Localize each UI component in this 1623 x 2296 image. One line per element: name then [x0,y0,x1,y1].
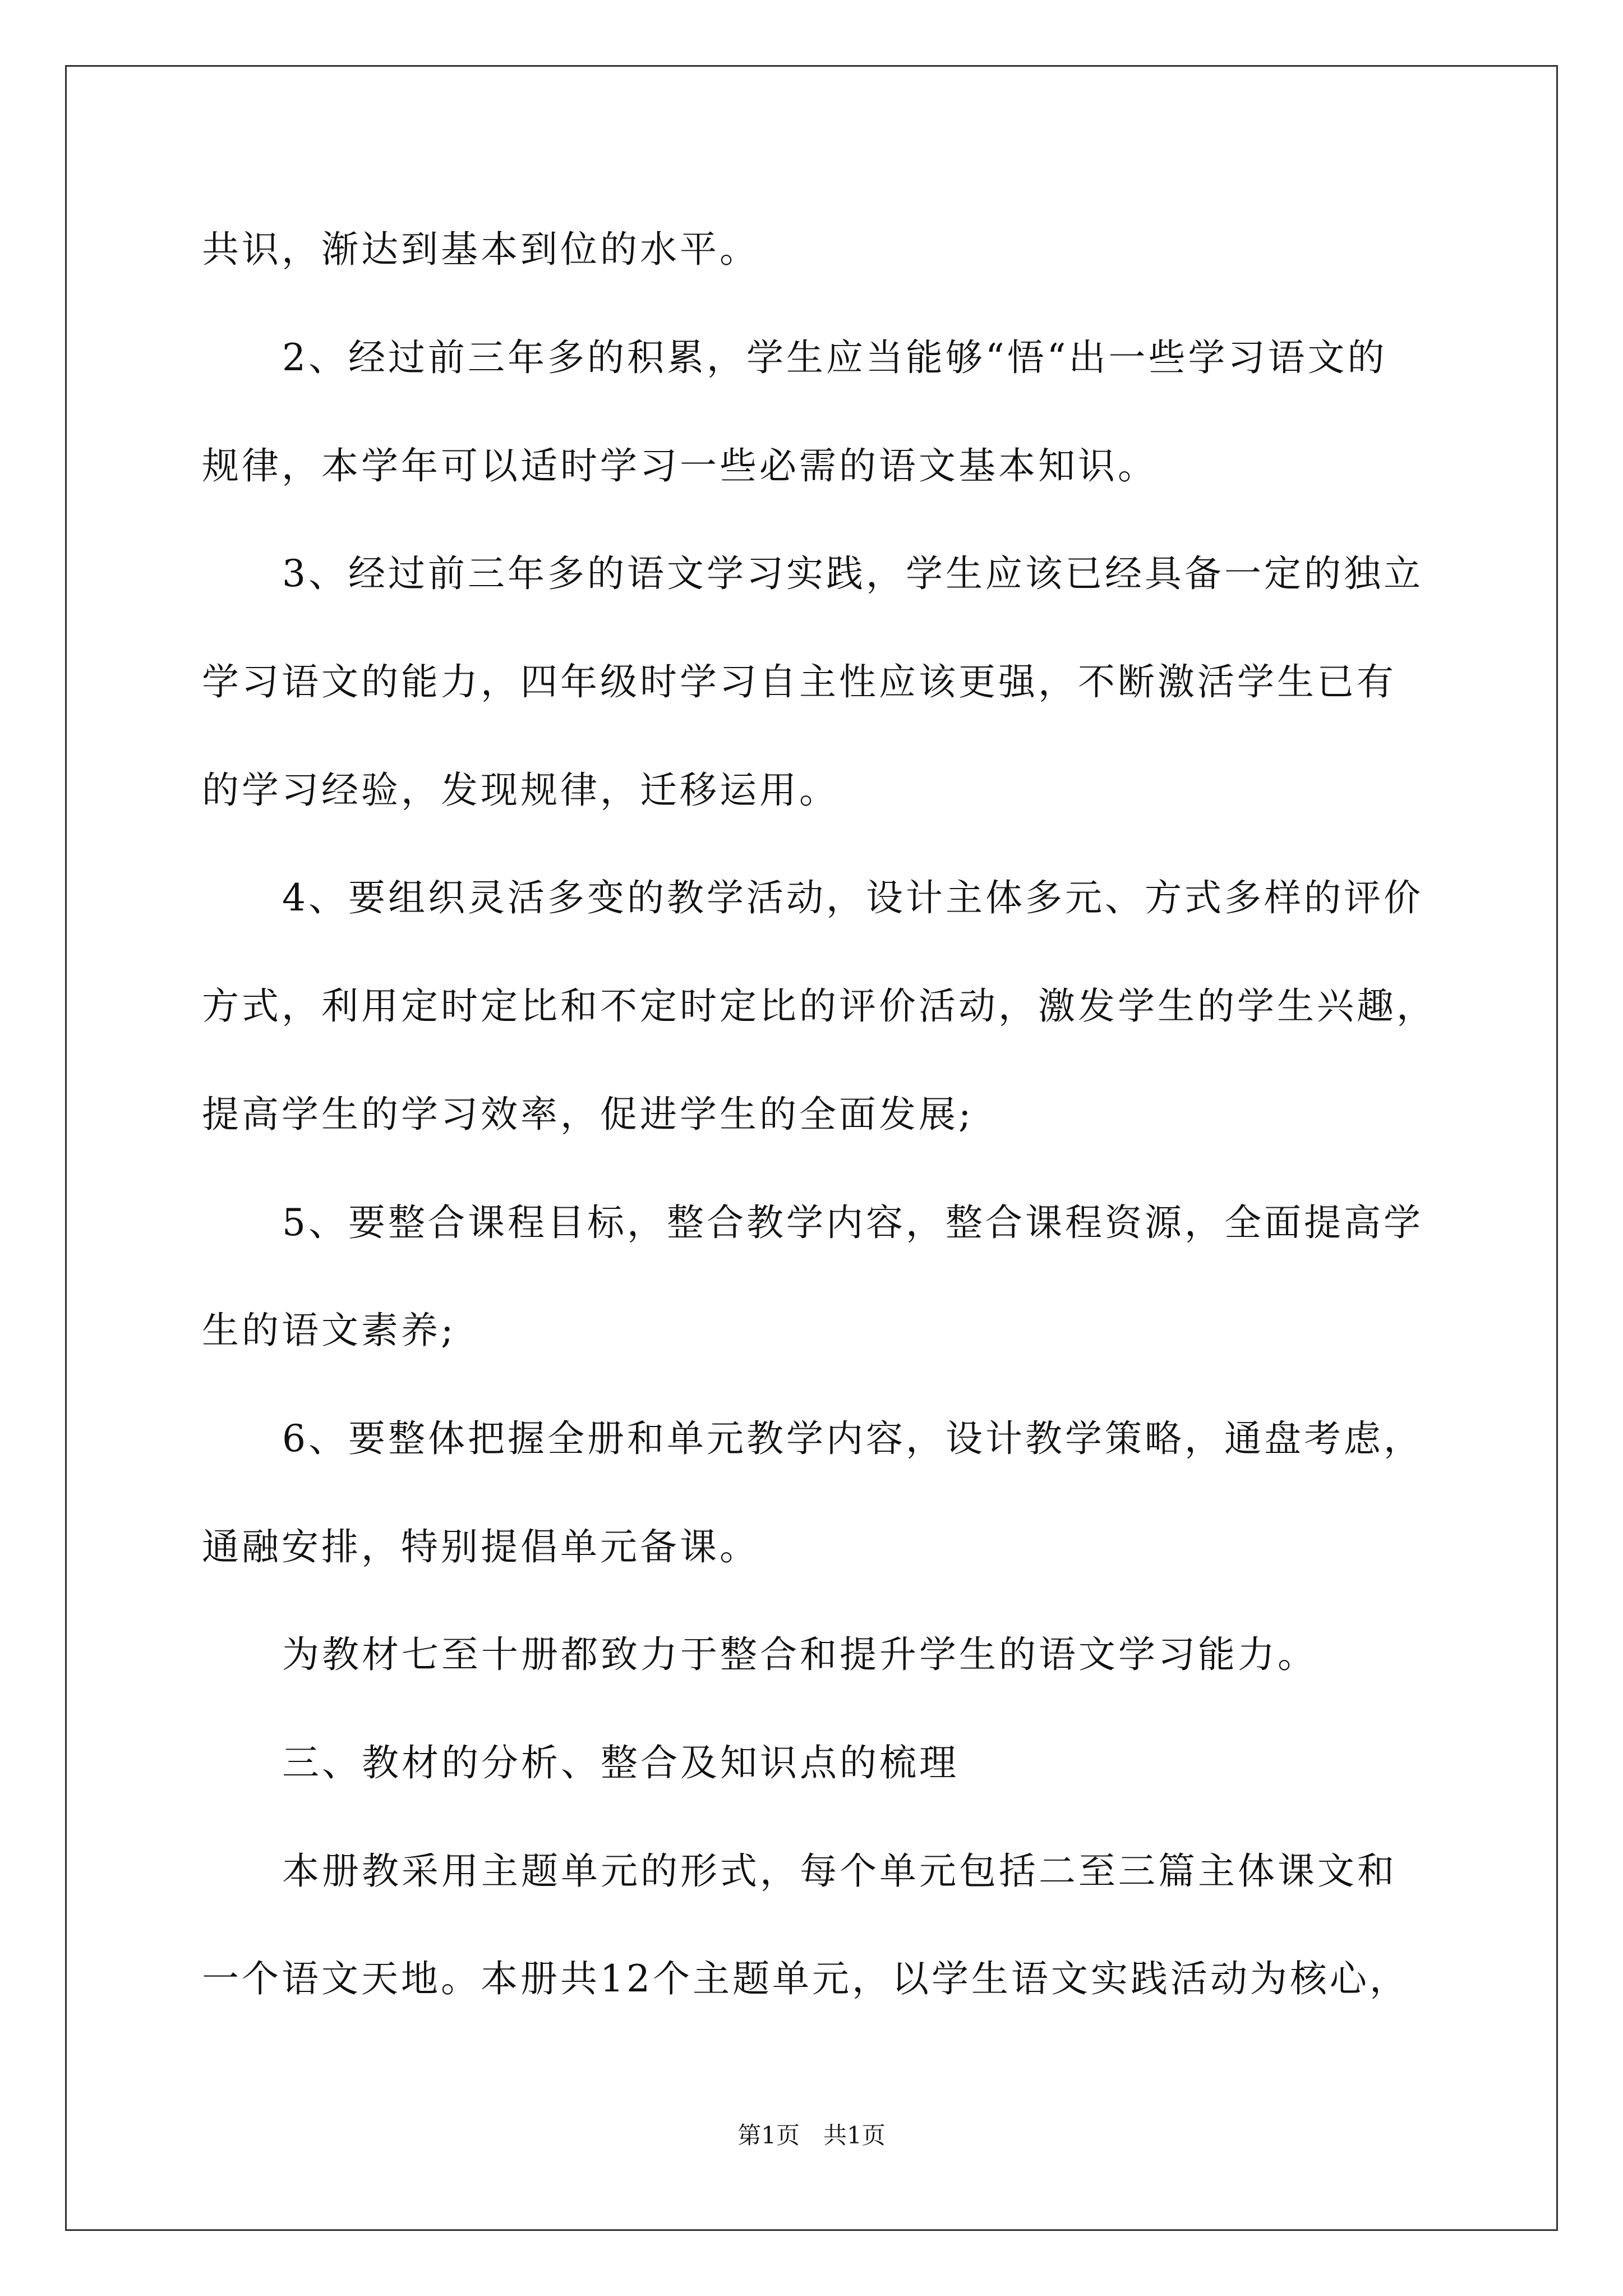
text-line: 的学习经验，发现规律，迁移运用。 [202,769,839,812]
text-line: 提高学生的学习效率，促进学生的全面发展; [202,1093,974,1136]
text-line: 一个语文天地。本册共12个主题单元，以学生语文实践活动为核心， [202,1957,1409,2000]
text-line: 学习语文的能力，四年级时学习自主性应该更强，不断激活学生已有 [202,660,1396,703]
text-line: 为教材七至十册都致力于整合和提升学生的语文学习能力。 [282,1633,1317,1676]
text-line: 通融安排，特别提倡单元备课。 [202,1525,759,1568]
text-line: 本册教采用主题单元的形式，每个单元包括二至三篇主体课文和 [282,1849,1397,1893]
page-footer: 第1页 共1页 [737,2122,886,2149]
text-line: 2、经过前三年多的积累，学生应当能够“悟“出一些学习语文的 [282,336,1387,379]
text-line: 3、经过前三年多的语文学习实践，学生应该已经具备一定的独立 [282,552,1423,595]
text-line: 方式，利用定时定比和不定时定比的评价活动，激发学生的学生兴趣， [202,984,1436,1028]
page-border [65,65,1558,2231]
text-line: 规律，本学年可以适时学习一些必需的语文基本知识。 [202,444,1158,487]
text-line: 6、要整体把握全册和单元教学内容，设计教学策略，通盘考虑， [282,1417,1423,1460]
text-line: 5、要整合课程目标，整合教学内容，整合课程资源，全面提高学 [282,1201,1423,1244]
text-line: 4、要组织灵活多变的教学活动，设计主体多元、方式多样的评价 [282,876,1423,919]
section-heading: 三、教材的分析、整合及知识点的梳理 [282,1741,959,1784]
text-line: 共识，渐达到基本到位的水平。 [202,228,759,271]
text-line: 生的语文素养; [202,1309,457,1352]
